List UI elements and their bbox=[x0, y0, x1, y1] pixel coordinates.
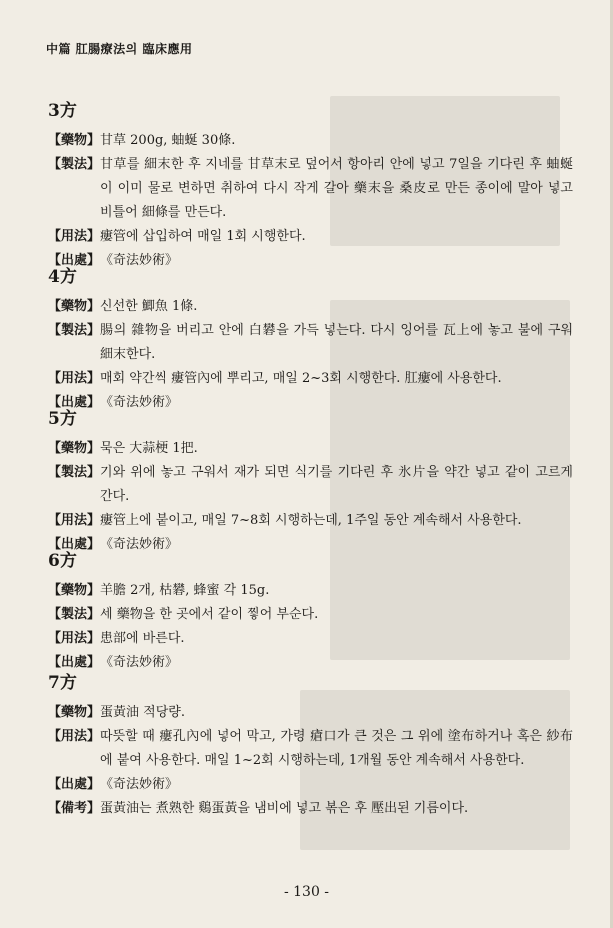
entry-label: 【用法】 bbox=[48, 229, 101, 244]
entry-row bbox=[48, 603, 573, 627]
entry-label: 【藥物】 bbox=[48, 133, 101, 148]
entry-label: 【藥物】 bbox=[48, 441, 101, 456]
entry-row bbox=[48, 579, 573, 603]
entry-text: 蛋黃油는 煮熟한 鷄蛋黃을 냄비에 넣고 볶은 후 壓出된 기름이다. bbox=[100, 801, 469, 816]
entry-label: 【製法】 bbox=[48, 157, 101, 172]
entry-label: 【用法】 bbox=[48, 371, 101, 386]
entry-text: 매회 약간씩 瘻管內에 뿌리고, 매일 2~3회 시행한다. 肛瘻에 사용한다. bbox=[100, 371, 502, 386]
prescription-title: 3方 bbox=[48, 101, 77, 121]
entry-label: 【用法】 bbox=[48, 513, 101, 528]
prescription-section bbox=[48, 262, 573, 415]
entry-row bbox=[48, 129, 573, 153]
entry-text: 신선한 鯽魚 1條. bbox=[100, 299, 198, 314]
entry-text: 《奇法妙術》 bbox=[100, 537, 179, 552]
prescription-section bbox=[48, 404, 573, 557]
entry-text: 묵은 大蒜梗 1把. bbox=[100, 441, 198, 456]
entry-text: 《奇法妙術》 bbox=[100, 655, 179, 670]
entry-text: 甘草 200g, 蚰蜒 30條. bbox=[100, 133, 236, 148]
prescription-title: 7方 bbox=[48, 673, 77, 693]
entry-label: 【藥物】 bbox=[48, 299, 101, 314]
entry-label: 【藥物】 bbox=[48, 583, 101, 598]
entry-label: 【藥物】 bbox=[48, 705, 101, 720]
running-title: 中篇 肛腸療法의 臨床應用 bbox=[46, 42, 193, 56]
entry-label: 【製法】 bbox=[48, 465, 101, 480]
entry-text: 《奇法妙術》 bbox=[100, 395, 179, 410]
entry-row bbox=[48, 295, 573, 319]
entry-row bbox=[48, 627, 573, 651]
entry-label: 【用法】 bbox=[48, 631, 101, 646]
prescription-section bbox=[48, 668, 573, 821]
entry-text: 羊膽 2개, 枯礬, 蜂蜜 각 15g. bbox=[100, 583, 270, 598]
entry-row bbox=[48, 153, 573, 225]
entry-row bbox=[48, 701, 573, 725]
entry-row bbox=[48, 437, 573, 461]
entry-row bbox=[48, 725, 573, 773]
entry-text: 세 藥物을 한 곳에서 같이 찧어 부순다. bbox=[100, 607, 319, 622]
entry-row bbox=[48, 773, 573, 797]
entry-label: 【出處】 bbox=[48, 395, 101, 410]
entry-text: 蛋黃油 적당량. bbox=[100, 705, 185, 720]
entry-label: 【出處】 bbox=[48, 777, 101, 792]
entry-text: 腸의 雜物을 버리고 안에 白礬을 가득 넣는다. 다시 잉어를 瓦上에 놓고 불에 구워 細末한다. bbox=[100, 323, 573, 362]
entry-row bbox=[48, 319, 573, 367]
entry-label: 【出處】 bbox=[48, 655, 101, 670]
entry-text: 瘻管上에 붙이고, 매일 7~8회 시행하는데, 1주일 동안 계속해서 사용한다. bbox=[100, 513, 522, 528]
prescription-title: 6方 bbox=[48, 551, 77, 571]
entry-label: 【備考】 bbox=[48, 801, 101, 816]
entry-label: 【製法】 bbox=[48, 607, 101, 622]
entry-label: 【製法】 bbox=[48, 323, 101, 338]
prescription-title: 4方 bbox=[48, 267, 77, 287]
entry-label: 【用法】 bbox=[48, 729, 101, 744]
entry-text: 甘草를 細末한 후 지네를 甘草末로 덮어서 항아리 안에 넣고 7일을 기다린 후 蚰蜒이 이미 물로 변하면 취하여 다시 작게 갈아 藥末을 桑皮로 만든 종이에 말아 넣고 비틀어 細條를 만든다. bbox=[100, 157, 573, 220]
entry-row bbox=[48, 367, 573, 391]
entry-row bbox=[48, 461, 573, 509]
entry-row bbox=[48, 797, 573, 821]
entry-text: 《奇法妙術》 bbox=[100, 253, 179, 268]
page-number: - 130 - bbox=[283, 884, 330, 900]
entry-text: 瘻管에 삽입하여 매일 1회 시행한다. bbox=[100, 229, 306, 244]
prescription-section bbox=[48, 96, 573, 273]
entry-text: 따뜻할 때 瘻孔內에 넣어 막고, 가령 瘡口가 큰 것은 그 위에 塗布하거나 혹은 紗布에 붙여 사용한다. 매일 1~2회 시행하는데, 1개월 동안 계속해서 사용한다. bbox=[100, 729, 573, 768]
prescription-section bbox=[48, 546, 573, 675]
prescription-title: 5方 bbox=[48, 409, 77, 429]
entry-row bbox=[48, 509, 573, 533]
entry-text: 患部에 바른다. bbox=[100, 631, 185, 646]
entry-label: 【出處】 bbox=[48, 253, 101, 268]
entry-label: 【出處】 bbox=[48, 537, 101, 552]
entry-text: 《奇法妙術》 bbox=[100, 777, 179, 792]
entry-row bbox=[48, 225, 573, 249]
entry-text: 기와 위에 놓고 구워서 재가 되면 식기를 기다린 후 氷片을 약간 넣고 같이 고르게 간다. bbox=[100, 465, 573, 504]
